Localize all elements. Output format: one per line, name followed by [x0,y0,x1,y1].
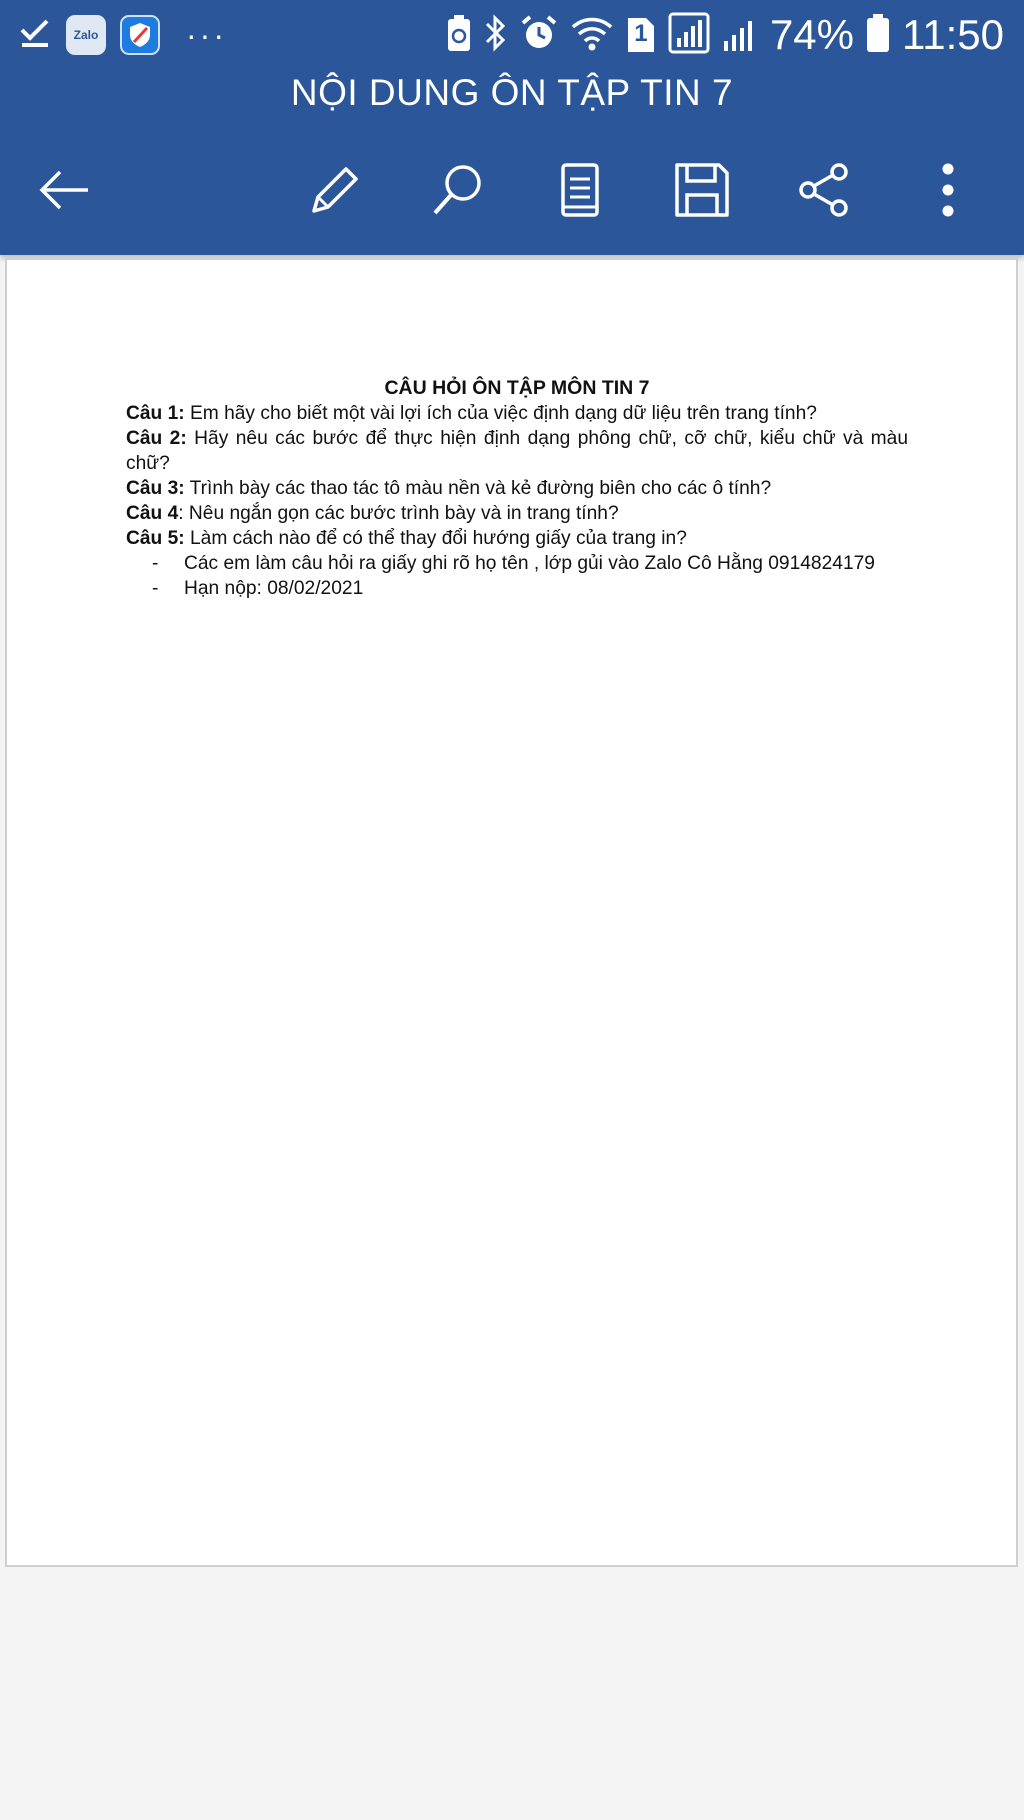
edit-pencil-icon [306,161,364,219]
signal-strength-box-icon [668,12,710,59]
note-submission [126,551,908,576]
more-options-button[interactable] [918,160,978,220]
note-deadline [126,576,908,601]
download-done-icon [18,16,52,55]
reading-view-button[interactable] [550,160,610,220]
sim-number: 1 [634,20,648,47]
alarm-icon [520,14,558,57]
document-page[interactable] [5,258,1018,1567]
question-4 [126,501,908,526]
save-icon [673,161,731,219]
edit-button[interactable] [305,160,365,220]
clock: 11:50 [902,11,1004,58]
bluetooth-icon [484,13,508,58]
question-label: Câu 4 [126,503,179,524]
document-heading: CÂU HỎI ÔN TẬP MÔN TIN 7 [384,377,650,399]
document-title: NỘI DUNG ÔN TẬP TIN 7 [290,72,734,113]
bullet-dash: - [152,578,159,599]
question-label: Câu 1: [126,403,185,424]
reading-view-icon [557,161,603,219]
question-text: Trình bày các thao tác tô màu nền và kẻ đường biên cho các ô tính? [184,478,772,499]
question-text: : Nêu ngắn gọn các bước trình bày và in trang tính? [178,503,619,524]
question-text: Hãy nêu các bước để thực hiện định dạng phông chữ, cỡ chữ, kiểu chữ và màu chữ? [126,428,909,474]
app-header [0,0,1024,255]
wifi-icon [570,14,614,57]
battery-icon [866,13,890,58]
question-5 [126,526,908,551]
question-1 [126,401,908,426]
zalo-app-icon: Zalo [66,15,106,55]
status-bar-right [446,10,1004,60]
question-label: Câu 3: [126,478,185,499]
question-label: Câu 2: [126,428,187,449]
back-arrow-icon [36,165,96,215]
question-3 [126,476,908,501]
more-vertical-icon [938,161,958,219]
question-text: Em hãy cho biết một vài lợi ích của việc định dạng dữ liệu trên trang tính? [184,403,817,424]
save-button[interactable] [672,160,732,220]
search-button[interactable] [428,160,488,220]
note-text: Các em làm câu hỏi ra giấy ghi rõ họ tên , lớp gủi vào Zalo Cô Hằng 0914824179 [184,553,875,574]
search-icon [429,161,487,219]
question-text: Làm cách nào để có thể thay đổi hướng giấy của trang in? [184,528,687,549]
more-notifications-icon: ··· [186,17,227,53]
bullet-dash: - [152,553,159,574]
question-2 [126,426,908,476]
note-text: Hạn nộp: 08/02/2021 [184,578,364,599]
battery-percent: 74% [769,11,854,58]
back-button[interactable] [36,160,96,220]
battery-saver-icon [446,14,472,57]
share-button[interactable] [794,160,854,220]
status-bar-left [18,14,227,56]
sim-card-1-icon [626,16,656,54]
question-label: Câu 5: [126,528,185,549]
signal-strength-icon [722,13,758,58]
document-body [126,376,908,601]
share-icon [795,161,853,219]
shield-app-icon [120,15,160,55]
